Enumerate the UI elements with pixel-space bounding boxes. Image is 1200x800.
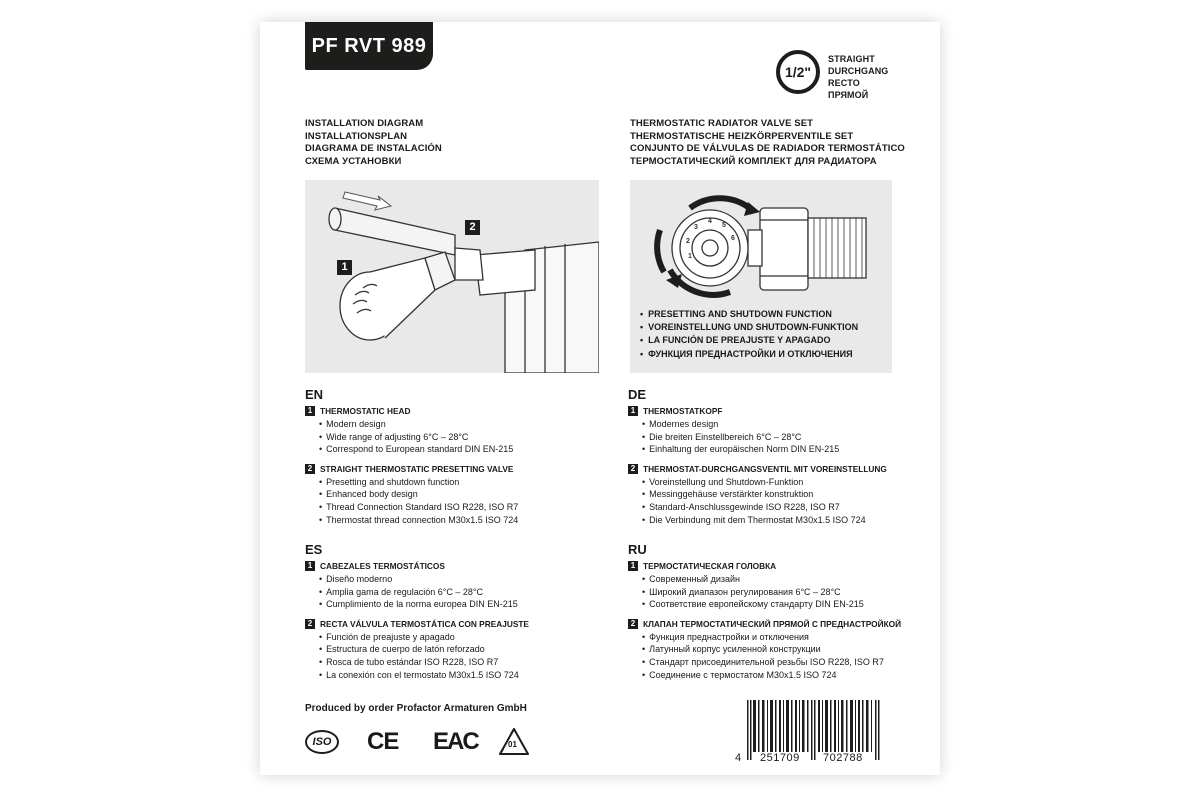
product-card <box>260 22 940 775</box>
title-line: THERMOSTATIC RADIATOR VALVE SET <box>630 118 814 129</box>
section-title-text: THERMOSTATKOPF <box>643 406 723 416</box>
item-list <box>642 476 928 526</box>
section-number: 1 <box>628 561 638 571</box>
list-item: • Rosca de tubo estándar ISO R228, ISO R7 <box>319 656 605 669</box>
list-item: • Presetting and shutdown function <box>319 476 605 489</box>
section-ru <box>628 542 928 681</box>
list-item: • Cumplimiento de la norma europea DIN EN-215 <box>319 598 605 611</box>
title-line: INSTALLATIONSPLAN <box>305 130 408 142</box>
section-de <box>628 387 928 526</box>
list-item: • Amplia gama de regulación 6°C – 28°C <box>319 586 605 599</box>
section-title-text: RECTA VÁLVULA TERMOSTÁTICA CON PREAJUSTE <box>320 618 529 629</box>
section-title <box>305 619 605 629</box>
list-item: • Соединение с термостатом M30x1.5 ISO 724 <box>642 669 928 682</box>
list-item: • Messinggehäuse verstärkter konstruktion <box>642 488 928 501</box>
barcode-bars <box>735 700 895 760</box>
section-title-text: THERMOSTAT-DURCHGANGSVENTIL MIT VOREINSTELLUNG <box>643 463 887 474</box>
language-heading: RU <box>628 542 647 557</box>
section-number: 1 <box>305 406 315 416</box>
iso-icon: ISO <box>305 730 339 754</box>
barcode-digits-right: 702788 <box>823 752 863 764</box>
dial-number: 5 <box>722 222 726 229</box>
list-item: • Voreinstellung und Shutdown-Funktion <box>642 476 928 489</box>
language-heading: ES <box>305 542 323 557</box>
dial-number: 1 <box>688 253 692 260</box>
section-title-text: THERMOSTATIC HEAD <box>320 406 411 416</box>
list-item: • Thread Connection Standard ISO R228, ISO R7 <box>319 501 605 514</box>
barcode <box>735 700 895 770</box>
feature-list <box>640 308 858 361</box>
feature-item: • PRESETTING AND SHUTDOWN FUNCTION <box>640 308 858 321</box>
installation-titles <box>305 118 442 168</box>
section-number: 2 <box>305 619 315 629</box>
list-item: • Einhaltung der europäischen Norm DIN EN-215 <box>642 443 928 456</box>
callout-2: 2 <box>465 220 480 235</box>
list-item: • Función de preajuste y apagado <box>319 631 605 644</box>
title-line: СХЕМА УСТАНОВКИ <box>305 155 402 167</box>
list-item: • Diseño moderno <box>319 573 605 586</box>
section-title-text: ТЕРМОСТАТИЧЕСКАЯ ГОЛОВКА <box>643 561 777 571</box>
title-line: DIAGRAMA DE INSTALACIÓN <box>305 143 442 154</box>
section-title <box>305 406 605 416</box>
type-label: ПРЯМОЙ <box>828 90 869 100</box>
list-item: • Enhanced body design <box>319 488 605 501</box>
list-item: • Modernes design <box>642 418 928 431</box>
recycle-icon <box>497 726 531 758</box>
list-item: • Широкий диапазон регулирования 6°C – 28°C <box>642 586 928 599</box>
installation-drawing <box>305 180 599 373</box>
section-title-text: CABEZALES TERMOSTÁTICOS <box>320 561 445 571</box>
item-list <box>319 631 605 681</box>
model-label: PF RVT 989 <box>305 22 433 70</box>
list-item: • Estructura de cuerpo de latón reforzado <box>319 643 605 656</box>
barcode-digits-left: 251709 <box>760 752 800 764</box>
section-title <box>305 561 605 571</box>
ce-icon: CE <box>367 728 399 755</box>
section-title <box>628 561 928 571</box>
item-list <box>319 418 605 456</box>
list-item: • Thermostat thread connection M30x1.5 ISO 724 <box>319 514 605 527</box>
item-list <box>642 631 928 681</box>
item-list <box>319 573 605 611</box>
section-number: 2 <box>628 464 638 474</box>
section-number: 2 <box>305 464 315 474</box>
installation-illustration <box>305 180 599 373</box>
list-item: • Die breiten Einstellbereich 6°C – 28°C <box>642 431 928 444</box>
product-titles <box>630 118 905 168</box>
list-item: • Соответствие европейскому стандарту DIN EN-215 <box>642 598 928 611</box>
language-heading: DE <box>628 387 647 402</box>
valve-illustration <box>630 180 892 373</box>
size-badge: 1/2" <box>776 50 820 94</box>
list-item: • Функция преднастройки и отключения <box>642 631 928 644</box>
section-en <box>305 387 605 526</box>
section-number: 1 <box>305 561 315 571</box>
manufacturer-note: Produced by order Profactor Armaturen GmbH <box>305 703 527 714</box>
title-line: INSTALLATION DIAGRAM <box>305 118 424 129</box>
section-title <box>628 406 928 416</box>
title-line: CONJUNTO DE VÁLVULAS DE RADIADOR TERMOSTÁTICO <box>630 143 905 154</box>
item-list <box>642 418 928 456</box>
list-item: • La conexión con el termostato M30x1.5 ISO 724 <box>319 669 605 682</box>
type-label: DURCHGANG <box>828 66 889 76</box>
list-item: • Wide range of adjusting 6°C – 28°C <box>319 431 605 444</box>
list-item: • Standard-Anschlussgewinde ISO R228, ISO R7 <box>642 501 928 514</box>
callout-1: 1 <box>337 260 352 275</box>
barcode-digit: 4 <box>735 752 742 764</box>
certification-marks <box>305 726 545 760</box>
list-item: • Латунный корпус усиленной конструкции <box>642 643 928 656</box>
list-item: • Modern design <box>319 418 605 431</box>
language-heading: EN <box>305 387 324 402</box>
section-title <box>305 464 605 474</box>
dial-number: 3 <box>694 224 698 231</box>
section-title-text: КЛАПАН ТЕРМОСТАТИЧЕСКИЙ ПРЯМОЙ С ПРЕДНАСТРОЙКОЙ <box>643 618 902 629</box>
type-label: RECTO <box>828 78 860 88</box>
dial-number: 2 <box>686 238 690 245</box>
list-item: • Стандарт присоединительной резьбы ISO R228, ISO R7 <box>642 656 928 669</box>
feature-item: • VOREINSTELLUNG UND SHUTDOWN-FUNKTION <box>640 321 858 334</box>
type-label: STRAIGHT <box>828 54 875 64</box>
title-line: THERMOSTATISCHE HEIZKÖRPERVENTILE SET <box>630 130 854 142</box>
dial-number: 6 <box>731 235 735 242</box>
section-es <box>305 542 605 681</box>
item-list <box>642 573 928 611</box>
feature-item: • ФУНКЦИЯ ПРЕДНАСТРОЙКИ И ОТКЛЮЧЕНИЯ <box>640 348 858 361</box>
list-item: • Die Verbindung mit dem Thermostat M30x1.5 ISO 724 <box>642 514 928 527</box>
eac-icon: EAC <box>433 728 478 755</box>
list-item: • Correspond to European standard DIN EN-215 <box>319 443 605 456</box>
recycle-code: 01 <box>508 740 517 749</box>
type-labels <box>828 53 888 101</box>
dial-numbers <box>630 180 790 300</box>
section-title-text: STRAIGHT THERMOSTATIC PRESETTING VALVE <box>320 463 514 474</box>
section-title <box>628 464 928 474</box>
section-number: 1 <box>628 406 638 416</box>
section-number: 2 <box>628 619 638 629</box>
title-line: ТЕРМОСТАТИЧЕСКИЙ КОМПЛЕКТ ДЛЯ РАДИАТОРА <box>630 155 877 167</box>
item-list <box>319 476 605 526</box>
feature-item: • LA FUNCIÓN DE PREAJUSTE Y APAGADO <box>640 334 858 347</box>
list-item: • Современный дизайн <box>642 573 928 586</box>
section-title <box>628 619 928 629</box>
dial-number: 4 <box>708 218 712 225</box>
